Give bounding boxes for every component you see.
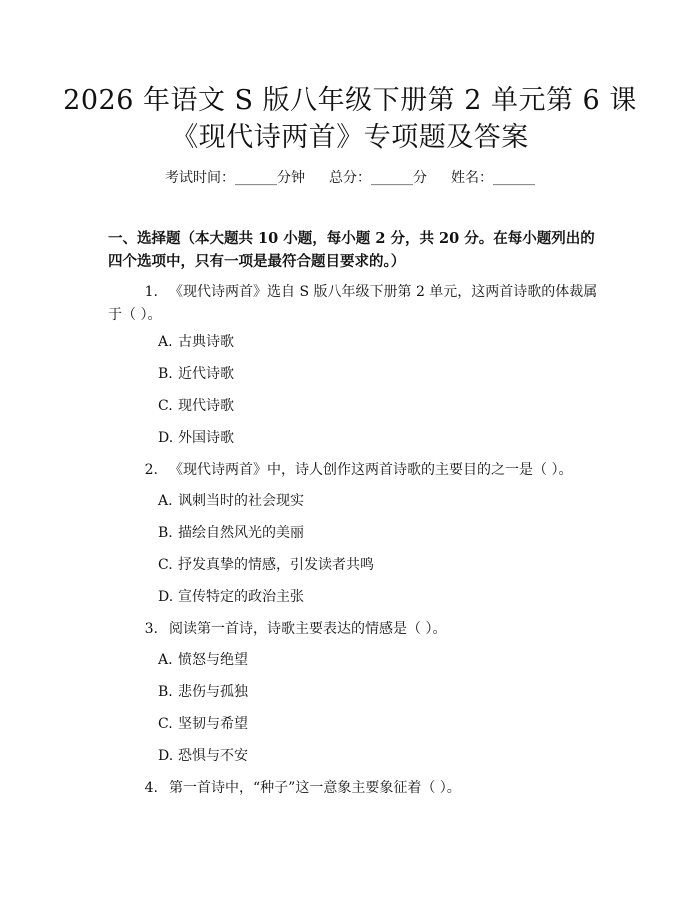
question-1-option-d bbox=[158, 428, 234, 448]
option-letter: B. bbox=[158, 525, 173, 541]
question-2-option-a bbox=[158, 491, 304, 511]
question-3-option-a bbox=[158, 650, 248, 670]
question-2 bbox=[108, 459, 608, 482]
total-score-field: 总分：______分 bbox=[329, 170, 427, 186]
option-letter: D. bbox=[158, 589, 174, 605]
option-text: 讽刺当时的社会现实 bbox=[178, 493, 304, 509]
question-1-option-c bbox=[158, 396, 234, 416]
option-text: 描绘自然风光的美丽 bbox=[178, 525, 304, 541]
document-title-line-2: 《现代诗两首》专项题及答案 bbox=[171, 122, 529, 153]
option-text: 悲伤与孤独 bbox=[178, 684, 248, 700]
option-text: 坚韧与希望 bbox=[178, 716, 248, 732]
question-number: 4. bbox=[144, 780, 158, 796]
question-number: 2. bbox=[144, 462, 158, 478]
option-text: 愤怒与绝望 bbox=[178, 652, 248, 668]
student-name-field: 姓名：______ bbox=[451, 170, 535, 186]
question-2-option-b bbox=[158, 523, 304, 543]
option-text: 近代诗歌 bbox=[178, 366, 234, 382]
option-text: 现代诗歌 bbox=[178, 398, 234, 414]
question-number: 3. bbox=[144, 621, 158, 637]
option-letter: D. bbox=[158, 430, 174, 446]
question-stem: 阅读第一首诗，诗歌主要表达的情感是（ ）。 bbox=[169, 621, 447, 637]
question-3-option-c bbox=[158, 714, 248, 734]
question-stem: 《现代诗两首》选自 S 版八年级下册第 2 单元，这两首诗歌的体裁属于（ ）。 bbox=[108, 284, 598, 323]
option-text: 抒发真挚的情感，引发读者共鸣 bbox=[178, 557, 374, 573]
question-1 bbox=[108, 281, 608, 327]
option-letter: A. bbox=[158, 493, 173, 509]
question-4 bbox=[108, 777, 608, 800]
question-3-option-b bbox=[158, 682, 248, 702]
exam-meta-info bbox=[0, 168, 700, 188]
document-title-line-1: 2026 年语文 S 版八年级下册第 2 单元第 6 课 bbox=[63, 85, 637, 116]
option-letter: B. bbox=[158, 366, 173, 382]
question-1-option-a bbox=[158, 332, 234, 352]
option-text: 古典诗歌 bbox=[178, 334, 234, 350]
option-letter: C. bbox=[158, 398, 173, 414]
question-3-option-d bbox=[158, 746, 248, 766]
question-1-option-b bbox=[158, 364, 234, 384]
option-letter: A. bbox=[158, 652, 173, 668]
option-text: 外国诗歌 bbox=[178, 430, 234, 446]
question-stem: 《现代诗两首》中，诗人创作这两首诗歌的主要目的之一是（ ）。 bbox=[169, 462, 573, 478]
question-stem: 第一首诗中，“种子”这一意象主要象征着（ ）。 bbox=[169, 780, 461, 796]
question-number: 1. bbox=[144, 284, 158, 300]
question-3 bbox=[108, 618, 608, 641]
section-heading-multiple-choice: 一、选择题（本大题共 10 小题，每小题 2 分，共 20 分。在每小题列出的四个选项中，只有一项是最符合题目要求的。） bbox=[108, 230, 595, 270]
option-text: 恐惧与不安 bbox=[178, 748, 248, 764]
question-2-option-d bbox=[158, 587, 304, 607]
option-letter: A. bbox=[158, 334, 173, 350]
option-letter: C. bbox=[158, 716, 173, 732]
option-letter: D. bbox=[158, 748, 174, 764]
option-text: 宣传特定的政治主张 bbox=[178, 589, 304, 605]
option-letter: C. bbox=[158, 557, 173, 573]
exam-time-field: 考试时间：______分钟 bbox=[165, 170, 305, 186]
question-2-option-c bbox=[158, 555, 374, 575]
option-letter: B. bbox=[158, 684, 173, 700]
